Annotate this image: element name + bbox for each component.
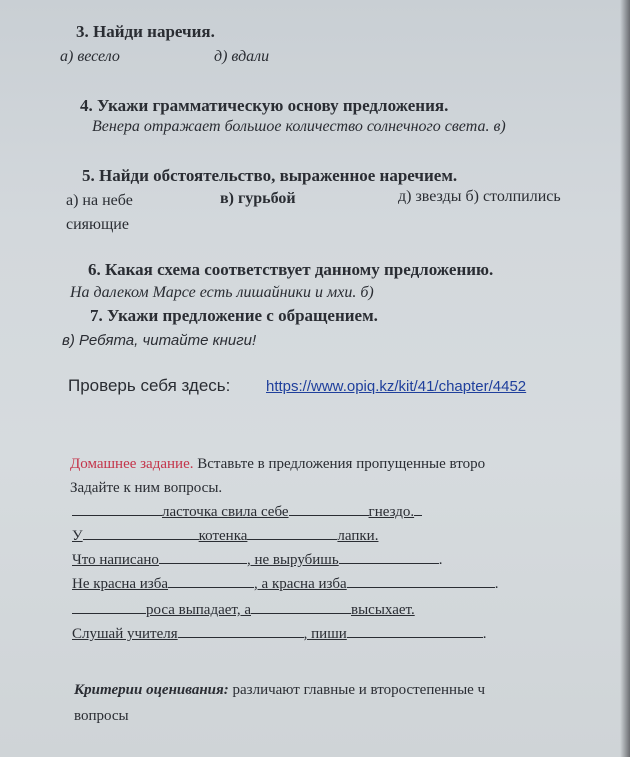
question-3-title: 3. Найди наречия. <box>76 22 215 41</box>
homework-sentence-6: Слушай учителя , пиши . <box>72 626 487 642</box>
homework-header <box>70 456 485 473</box>
question-4-title: 4. Укажи грамматическую основу предложения. <box>80 96 449 115</box>
homework-sentence-1: ласточка свила себе гнездо. <box>72 504 422 521</box>
question-5-option-v: в) гурьбой <box>220 190 296 207</box>
blank-field[interactable] <box>251 612 351 614</box>
criteria-label: Критерии оценивания: <box>74 682 229 698</box>
criteria-line <box>74 682 485 699</box>
check-yourself-label: Проверь себя здесь: <box>68 376 231 395</box>
criteria-line-2: вопросы <box>74 708 129 724</box>
homework-sentence-2: У котенка лапки. <box>72 528 379 544</box>
criteria-text: различают главные и второстепенные ч <box>232 682 486 698</box>
blank-field[interactable] <box>347 636 483 638</box>
blank-field[interactable] <box>72 612 146 614</box>
question-5-option-a: а) на небе <box>66 192 133 209</box>
homework-sentence-4: Не красна изба , а красна изба . <box>72 576 499 592</box>
question-6-title: 6. Какая схема соответствует данному предложению. <box>88 260 494 279</box>
blank-field[interactable] <box>289 514 369 516</box>
question-5-title: 5. Найди обстоятельство, выраженное наречием. <box>82 166 458 185</box>
question-4-sentence: Венера отражает большое количество солнечного света. в) <box>92 118 506 135</box>
blank-field[interactable] <box>414 514 422 516</box>
blank-field[interactable] <box>72 514 162 516</box>
blank-field[interactable] <box>178 636 304 638</box>
blank-field[interactable] <box>83 538 199 540</box>
check-yourself-link[interactable]: https://www.opiq.kz/kit/41/chapter/4452 <box>266 378 527 395</box>
blank-field[interactable] <box>347 586 495 588</box>
question-7-answer: в) Ребята, читайте книги! <box>62 332 257 349</box>
homework-task-line-2: Задайте к ним вопросы. <box>70 480 223 496</box>
blank-field[interactable] <box>159 562 247 564</box>
blank-field[interactable] <box>247 538 337 540</box>
homework-task: Вставьте в предложения пропущенные второ <box>197 456 486 472</box>
blank-field[interactable] <box>339 562 439 564</box>
question-3-option-a: а) весело <box>60 48 120 65</box>
question-5-option-continued: сияющие <box>66 216 129 233</box>
question-6-sentence: На далеком Марсе есть лишайники и мхи. б) <box>70 284 374 301</box>
homework-label: Домашнее задание. <box>70 456 194 472</box>
homework-sentence-5: роса выпадает, а высыхает. <box>72 602 415 619</box>
blank-field[interactable] <box>168 586 254 588</box>
question-7-title: 7. Укажи предложение с обращением. <box>90 306 378 325</box>
question-3-option-d: д) вдали <box>214 48 270 65</box>
question-5-option-d: д) звезды б) столпились <box>398 188 561 205</box>
screen-edge-shadow <box>620 0 630 757</box>
homework-sentence-3: Что написано , не вырубишь . <box>72 552 443 568</box>
